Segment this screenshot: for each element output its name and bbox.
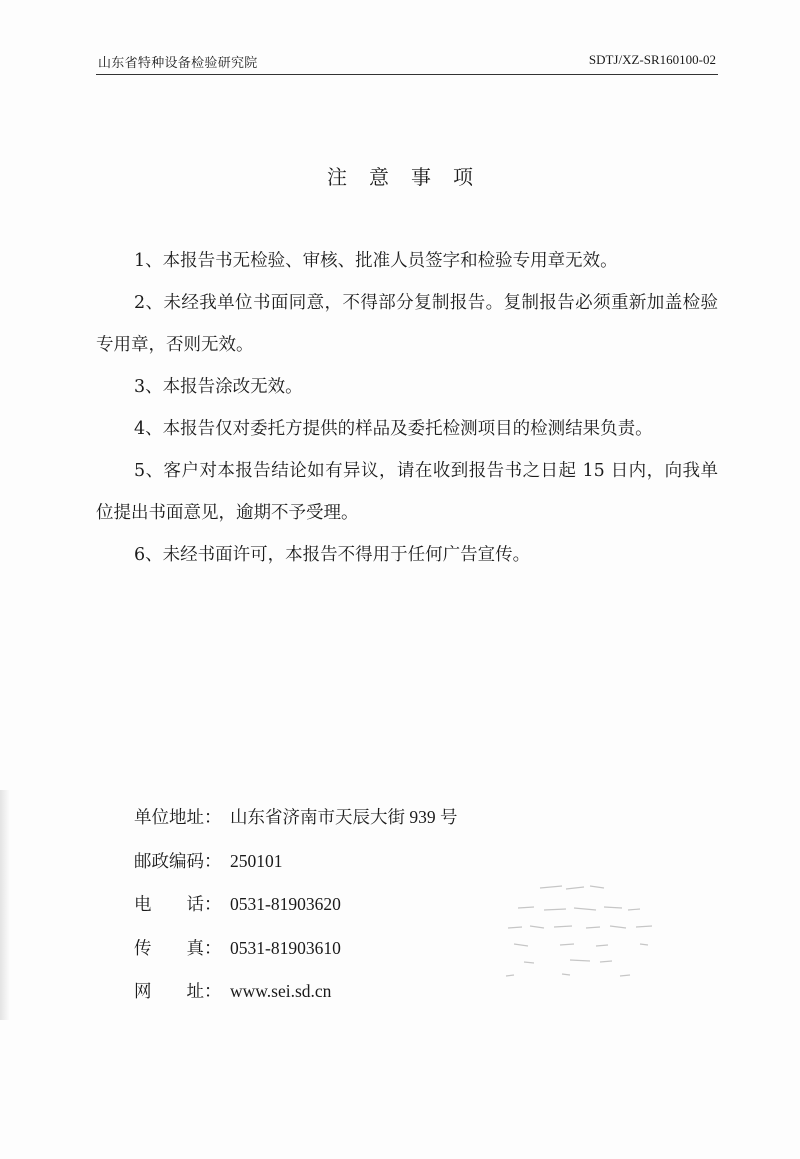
website-label: 网 址：: [134, 982, 222, 1002]
page-title: 注意事项: [327, 165, 495, 189]
header-institute-name: 山东省特种设备检验研究院: [98, 56, 258, 71]
notice-list: [96, 240, 718, 576]
contact-phone-row: [134, 883, 458, 927]
notice-item-2: 2、未经我单位书面同意，不得部分复制报告。复制报告必须重新加盖检验专用章，否则无效。: [96, 293, 718, 355]
contact-block: [134, 796, 458, 1014]
notice-item-4: 4、本报告仅对委托方提供的样品及委托检测项目的检测结果负责。: [134, 419, 653, 439]
contact-postcode-row: [134, 840, 458, 884]
scan-edge-shadow: [0, 790, 10, 1020]
fax-value: 0531-81903610: [230, 937, 341, 958]
contact-fax-row: [134, 927, 458, 971]
phone-label: 电 话：: [134, 895, 222, 915]
faded-stamp-residue: [500, 880, 660, 980]
header-document-code: SDTJ/XZ-SR160100-02: [588, 52, 716, 67]
notice-item-6: 6、未经书面许可，本报告不得用于任何广告宣传。: [134, 545, 531, 565]
contact-website-row: [134, 970, 458, 1014]
contact-address-row: [134, 796, 458, 840]
phone-value: 0531-81903620: [230, 894, 341, 914]
notice-item-3: 3、本报告涂改无效。: [134, 377, 303, 397]
website-value[interactable]: www.sei.sd.cn: [230, 981, 332, 1001]
postcode-value: 250101: [230, 850, 283, 871]
address-value: 山东省济南市天辰大街 939 号: [230, 807, 458, 827]
postcode-label: 邮政编码：: [134, 851, 222, 872]
page-header: [96, 50, 718, 75]
notice-item-5: 5、客户对本报告结论如有异议，请在收到报告书之日起 15 日内，向我单位提出书面意见，逾期不予受理。: [96, 461, 718, 523]
fax-label: 传 真：: [134, 938, 222, 959]
address-label: 单位地址：: [134, 808, 222, 828]
notice-item-1: 1、本报告书无检验、审核、批准人员签字和检验专用章无效。: [134, 251, 618, 271]
